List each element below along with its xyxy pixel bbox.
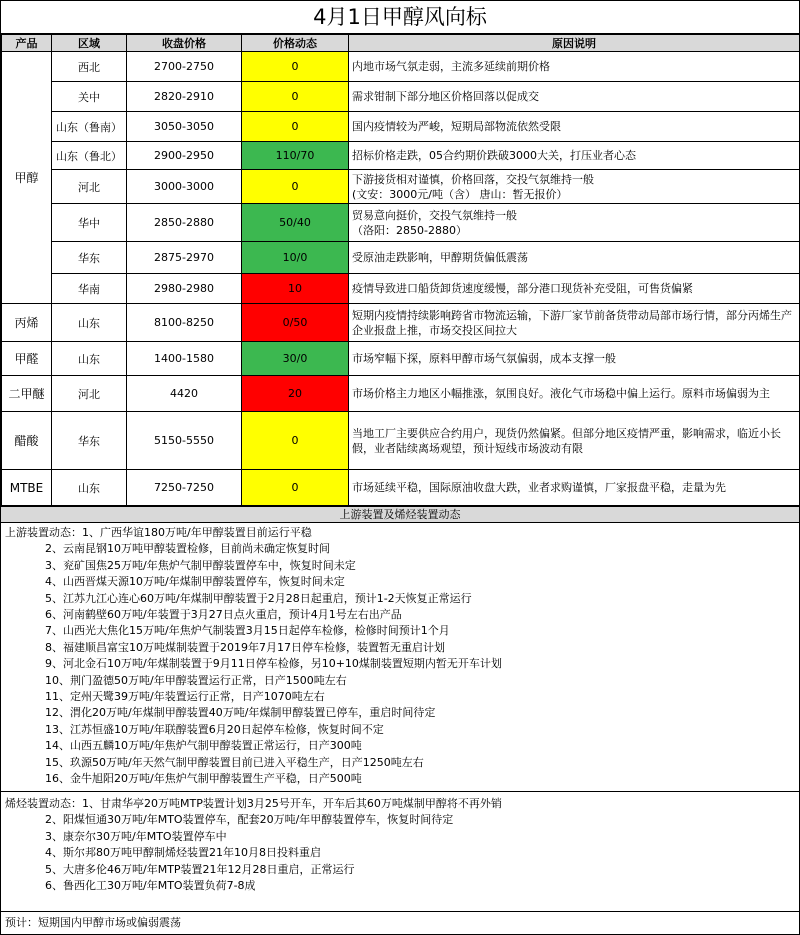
table-row (2, 342, 800, 376)
price-cell: 2700-2750 (127, 52, 242, 82)
region-cell: 华东 (52, 412, 127, 470)
table-row (2, 52, 800, 82)
reason-line: 贸易意向挺价，交投气氛维持一般 (352, 208, 517, 222)
list-item: 3、康奈尔30万吨/年MTO装置停车中 (45, 829, 227, 843)
price-cell: 7250-7250 (127, 470, 242, 506)
region-cell: 山东 (52, 470, 127, 506)
list-item: 12、渭化20万吨/年煤制甲醇装置40万吨/年煤制甲醇装置已停车，重启时间待定 (45, 706, 436, 720)
reason-detail: (文安：3000元/吨（含） 唐山：暂无报价） (352, 187, 568, 201)
region-cell: 山东 (52, 342, 127, 376)
list-item: 6、河南鹤壁60万吨/年装置于3月27日点火重启，预计4月1号左右出产品 (45, 608, 402, 622)
list-item: 8、福建顺昌富宝10万吨煤制装置于2019年7月17日停车检修，装置暂无重启计划 (45, 640, 445, 654)
change-cell: 30/0 (242, 342, 349, 376)
product-cell: 甲醛 (2, 342, 52, 376)
price-cell: 5150-5550 (127, 412, 242, 470)
region-cell: 华南 (52, 274, 127, 304)
list-item: 7、山西光大焦化15万吨/年焦炉气制装置3月15日起停车检修，检修时间预计1个月 (45, 624, 450, 638)
region-cell: 华东 (52, 242, 127, 274)
list-item: 4、山西晋煤天源10万吨/年煤制甲醇装置停车，恢复时间未定 (45, 575, 345, 589)
reason-detail: （洛阳：2850-2880） (352, 223, 467, 237)
reason-cell: 当地工厂主要供应合约用户，现货仍然偏紧。但部分地区疫情严重，影响需求，临近小长假，业者陆续离场观望，预计短线市场波动有限 (349, 412, 800, 470)
region-cell: 西北 (52, 52, 127, 82)
reason-cell: 市场价格主力地区小幅推涨，氛围良好。液化气市场稳中偏上运行。原料市场偏弱为主 (349, 376, 800, 412)
forecast-text: 预计：短期国内甲醇市场或偏弱震荡 (5, 916, 181, 929)
change-cell: 0 (242, 52, 349, 82)
page-title: 4月1日甲醇风向标 (1, 1, 799, 34)
reason-cell: 市场窄幅下探，原料甲醇市场气氛偏弱，成本支撑一般 (349, 342, 800, 376)
change-cell: 50/40 (242, 204, 349, 242)
change-cell: 20 (242, 376, 349, 412)
reason-line: 下游接货相对谨慎，价格回落，交投气氛维持一般 (352, 172, 594, 186)
region-cell: 山东 (52, 304, 127, 342)
reason-cell: 内地市场气氛走弱，主流多延续前期价格 (349, 52, 800, 82)
region-cell: 山东（鲁北） (52, 142, 127, 170)
product-cell: 二甲醚 (2, 376, 52, 412)
header-region: 区域 (52, 35, 127, 52)
region-cell: 山东（鲁南） (52, 112, 127, 142)
list-item: 3、兖矿国焦25万吨/年焦炉气制甲醇装置停车中，恢复时间未定 (45, 558, 356, 572)
reason-cell: 疫情导致进口船货卸货速度缓慢，部分港口现货补充受阻，可售货偏紧 (349, 274, 800, 304)
change-cell: 0 (242, 470, 349, 506)
section-title: 上游装置及烯烃装置动态 (1, 506, 799, 523)
price-cell: 8100-8250 (127, 304, 242, 342)
list-item: 11、定州天鹭39万吨/年装置运行正常，日产1070吨左右 (45, 690, 325, 704)
region-cell: 华中 (52, 204, 127, 242)
header-reason: 原因说明 (349, 35, 800, 52)
product-cell: 醋酸 (2, 412, 52, 470)
table-row (2, 112, 800, 142)
list-item: 9、河北金石10万吨/年煤制装置于9月11日停车检修，另10+10煤制装置短期内暂无开车计划 (45, 657, 502, 671)
change-cell: 0 (242, 170, 349, 204)
change-cell: 0 (242, 112, 349, 142)
price-cell: 1400-1580 (127, 342, 242, 376)
upstream-label: 上游装置动态： (5, 526, 82, 539)
price-cell: 3050-3050 (127, 112, 242, 142)
table-row (2, 470, 800, 506)
price-cell: 2900-2950 (127, 142, 242, 170)
list-item: 16、金牛旭阳20万吨/年焦炉气制甲醇装置生产平稳，日产500吨 (45, 772, 362, 786)
table-row (2, 376, 800, 412)
header-price: 收盘价格 (127, 35, 242, 52)
list-item: 13、江苏恒盛10万吨/年联醇装置6月20日起停车检修，恢复时间不定 (45, 722, 384, 736)
table-row (2, 142, 800, 170)
reason-cell (349, 170, 800, 204)
reason-cell: 受原油走跌影响，甲醇期货偏低震荡 (349, 242, 800, 274)
list-item: 2、云南昆钢10万吨甲醇装置检修，目前尚未确定恢复时间 (45, 542, 330, 556)
list-item: 5、江苏九江心连心60万吨/年煤制甲醇装置于2月28日起重启，预计1-2天恢复正常运行 (45, 591, 472, 605)
change-cell: 10/0 (242, 242, 349, 274)
change-cell: 110/70 (242, 142, 349, 170)
list-item: 14、山西五麟10万吨/年焦炉气制甲醇装置正常运行，日产300吨 (45, 739, 362, 753)
list-item: 2、阳煤恒通30万吨/年MTO装置停车，配套20万吨/年甲醇装置停车，恢复时间待定 (45, 813, 454, 827)
reason-cell (349, 204, 800, 242)
list-item: 6、鲁西化工30万吨/年MTO装置负荷7-8成 (45, 879, 256, 893)
table-row (2, 304, 800, 342)
reason-cell: 招标价格走跌，05合约期价跌破3000大关，打压业者心态 (349, 142, 800, 170)
price-cell: 2850-2880 (127, 204, 242, 242)
table-row (2, 204, 800, 242)
upstream-list (1, 523, 799, 792)
price-cell: 3000-3000 (127, 170, 242, 204)
olefin-list (1, 792, 799, 912)
list-item: 4、斯尔邦80万吨甲醇制烯烃装置21年10月8日投料重启 (45, 846, 321, 860)
reason-cell: 需求钳制下部分地区价格回落以促成交 (349, 82, 800, 112)
table-row (2, 242, 800, 274)
list-item: 上游装置动态：1、广西华谊180万吨/年甲醇装置目前运行平稳 (5, 526, 312, 539)
change-cell: 0/50 (242, 304, 349, 342)
list-item: 10、荆门盈德50万吨/年甲醇装置运行正常，日产1500吨左右 (45, 673, 347, 687)
list-item: 15、玖源50万吨/年天然气制甲醇装置目前已进入平稳生产，日产1250吨左右 (45, 755, 424, 769)
reason-cell: 国内疫情较为严峻，短期局部物流依然受限 (349, 112, 800, 142)
change-cell: 0 (242, 412, 349, 470)
product-cell: 甲醇 (2, 52, 52, 304)
region-cell: 河北 (52, 170, 127, 204)
price-cell: 4420 (127, 376, 242, 412)
change-cell: 0 (242, 82, 349, 112)
table-row (2, 412, 800, 470)
list-item: 烯烃装置动态：1、甘肃华亭20万吨MTP装置计划3月25号开车，开车后其60万吨煤制甲醇将不再外销 (5, 797, 502, 810)
product-cell: 丙烯 (2, 304, 52, 342)
table-row (2, 170, 800, 204)
region-cell: 关中 (52, 82, 127, 112)
table-header-row (2, 35, 800, 52)
header-product: 产品 (2, 35, 52, 52)
price-cell: 2980-2980 (127, 274, 242, 304)
product-cell: MTBE (2, 470, 52, 506)
price-cell: 2820-2910 (127, 82, 242, 112)
list-item: 5、大唐多伦46万吨/年MTP装置21年12月28日重启，正常运行 (45, 862, 355, 876)
reason-cell: 短期内疫情持续影响跨省市物流运输，下游厂家节前备货带动局部市场行情，部分丙烯生产企业报盘上推，市场交投区间拉大 (349, 304, 800, 342)
olefin-label: 烯烃装置动态： (5, 797, 82, 810)
table-row (2, 82, 800, 112)
table-row (2, 274, 800, 304)
change-cell: 10 (242, 274, 349, 304)
reason-cell: 市场延续平稳，国际原油收盘大跌，业者求购谨慎，厂家报盘平稳，走量为先 (349, 470, 800, 506)
price-cell: 2875-2970 (127, 242, 242, 274)
price-table (1, 34, 800, 506)
header-change: 价格动态 (242, 35, 349, 52)
region-cell: 河北 (52, 376, 127, 412)
